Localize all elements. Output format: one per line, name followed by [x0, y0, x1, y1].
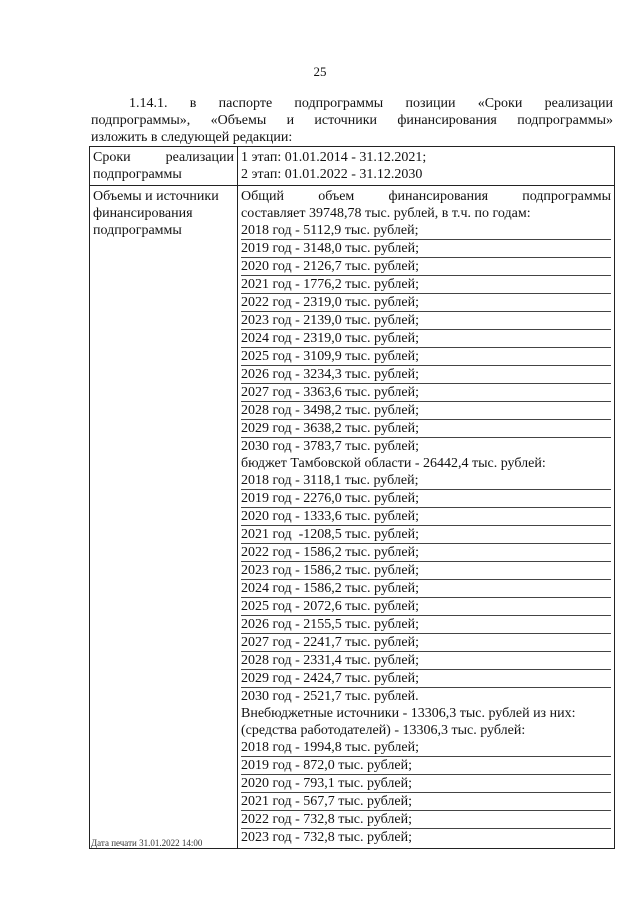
year-line: 2028 год - 2331,4 тыс. рублей;: [241, 652, 611, 670]
year-line: 2018 год - 1994,8 тыс. рублей;: [241, 739, 611, 757]
stage-1: 1 этап: 01.01.2014 - 31.12.2021;: [241, 150, 427, 165]
regional-years-list: [241, 472, 611, 705]
year-line: 2018 год - 3118,1 тыс. рублей;: [241, 472, 611, 490]
year-line: 2020 год - 793,1 тыс. рублей;: [241, 775, 611, 793]
value-implementation-period: [238, 147, 615, 186]
label-line: финансирования: [93, 206, 193, 221]
year-line: 2022 год - 2319,0 тыс. рублей;: [241, 294, 611, 312]
intro-paragraph: [91, 95, 613, 146]
intro-line-2: подпрограммы», «Объемы и источники финансирования подпрограммы»: [91, 113, 613, 128]
row-funding: [90, 186, 615, 849]
year-line: 2019 год - 3148,0 тыс. рублей;: [241, 240, 611, 258]
offbudget-years-list: [241, 739, 611, 846]
label-implementation-period: [90, 147, 238, 186]
year-line: 2028 год - 3498,2 тыс. рублей;: [241, 402, 611, 420]
year-line: 2030 год - 2521,7 тыс. рублей.: [241, 689, 419, 704]
regional-heading: бюджет Тамбовской области - 26442,4 тыс. рублей:: [241, 456, 546, 471]
label-line: Сроки реализации: [93, 150, 234, 165]
year-line: 2024 год - 2319,0 тыс. рублей;: [241, 330, 611, 348]
year-line: 2026 год - 3234,3 тыс. рублей;: [241, 366, 611, 384]
offbudget-heading-2: (средства работодателей) - 13306,3 тыс. рублей:: [241, 723, 526, 738]
total-years-list: [241, 222, 611, 455]
label-line: Объемы и источники: [93, 189, 219, 204]
year-line: 2021 год - 1776,2 тыс. рублей;: [241, 276, 611, 294]
total-line-1: Общий объем финансирования подпрограммы: [241, 189, 611, 204]
year-line: 2022 год - 732,8 тыс. рублей;: [241, 811, 611, 829]
year-line: 2030 год - 3783,7 тыс. рублей;: [241, 439, 420, 454]
year-line: 2023 год - 732,8 тыс. рублей;: [241, 830, 413, 845]
offbudget-heading-1: Внебюджетные источники - 13306,3 тыс. рублей из них:: [241, 706, 576, 721]
passport-table: [89, 146, 615, 849]
year-line: 2019 год - 2276,0 тыс. рублей;: [241, 490, 611, 508]
year-line: 2022 год - 1586,2 тыс. рублей;: [241, 544, 611, 562]
year-line: 2029 год - 2424,7 тыс. рублей;: [241, 670, 611, 688]
total-line-2: составляет 39748,78 тыс. рублей, в т.ч. по годам:: [241, 206, 531, 221]
year-line: 2025 год - 2072,6 тыс. рублей;: [241, 598, 611, 616]
year-line: 2029 год - 3638,2 тыс. рублей;: [241, 420, 611, 438]
year-line: 2024 год - 1586,2 тыс. рублей;: [241, 580, 611, 598]
label-line: подпрограммы: [93, 223, 182, 238]
page-number: 25: [313, 64, 327, 79]
intro-line-3: изложить в следующей редакции:: [91, 130, 293, 145]
year-line: 2023 год - 2139,0 тыс. рублей;: [241, 312, 611, 330]
year-line: 2020 год - 2126,7 тыс. рублей;: [241, 258, 611, 276]
value-funding: [238, 186, 615, 849]
year-line: 2026 год - 2155,5 тыс. рублей;: [241, 616, 611, 634]
year-line: 2023 год - 1586,2 тыс. рублей;: [241, 562, 611, 580]
year-line: 2027 год - 2241,7 тыс. рублей;: [241, 634, 611, 652]
label-funding: [90, 186, 238, 849]
year-line: 2019 год - 872,0 тыс. рублей;: [241, 757, 611, 775]
year-line: 2018 год - 5112,9 тыс. рублей;: [241, 222, 611, 240]
year-line: 2021 год - 567,7 тыс. рублей;: [241, 793, 611, 811]
row-implementation-period: [90, 147, 615, 186]
year-line: 2020 год - 1333,6 тыс. рублей;: [241, 508, 611, 526]
year-line: 2025 год - 3109,9 тыс. рублей;: [241, 348, 611, 366]
intro-line-1: 1.14.1. в паспорте подпрограммы позиции «Сроки реализации: [129, 96, 613, 111]
year-line: 2021 год -1208,5 тыс. рублей;: [241, 526, 611, 544]
stage-2: 2 этап: 01.01.2022 - 31.12.2030: [241, 167, 423, 182]
label-line: подпрограммы: [93, 167, 182, 182]
print-date: Дата печати 31.01.2022 14:00: [91, 838, 203, 848]
year-line: 2027 год - 3363,6 тыс. рублей;: [241, 384, 611, 402]
